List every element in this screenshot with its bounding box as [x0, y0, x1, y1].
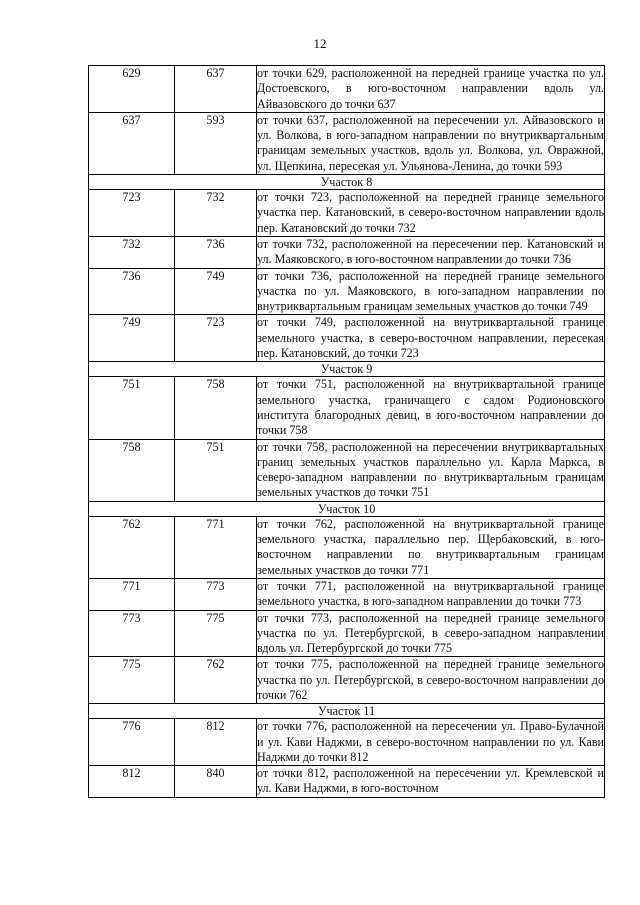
from-point-cell: 732 — [89, 236, 175, 268]
description-cell: от точки 771, расположенной на внутриквартальной границе земельного участка, в юго-западном направлении до точки 773 — [257, 578, 604, 609]
to-point-cell: 758 — [175, 377, 257, 439]
table-row — [89, 268, 605, 315]
from-point-cell: 629 — [89, 66, 175, 113]
description-cell: от точки 762, расположенной на внутриквартальной границе земельного участка, параллельно пер. Щербаковский, в юго-восточном направлении по внутриквартальным границам земельных участков до точки 771 — [257, 516, 604, 577]
to-point-cell: 637 — [175, 66, 257, 113]
section-title: Участок 10 — [89, 501, 605, 516]
to-point-cell: 840 — [175, 766, 257, 798]
description-cell: от точки 775, расположенной на передней границе земельного участка по ул. Петербургской, в северо-восточном направлении до точки 762 — [257, 657, 604, 702]
table-row — [89, 657, 605, 704]
table-row — [89, 377, 605, 439]
boundary-points-table — [88, 65, 605, 798]
to-point-cell: 773 — [175, 578, 257, 610]
to-point-cell: 775 — [175, 610, 257, 657]
section-header-row — [89, 362, 605, 377]
from-point-cell: 771 — [89, 578, 175, 610]
from-point-cell: 637 — [89, 112, 175, 174]
to-point-cell: 812 — [175, 719, 257, 766]
section-header-row — [89, 704, 605, 719]
section-header-row — [89, 175, 605, 190]
table-row — [89, 112, 605, 174]
from-point-cell: 762 — [89, 516, 175, 578]
table-row — [89, 190, 605, 237]
to-point-cell: 771 — [175, 516, 257, 578]
description-cell: от точки 732, расположенной на пересечении пер. Катановский и ул. Маяковского, в юго-восточном направлении до точки 736 — [257, 236, 604, 267]
description-cell: от точки 723, расположенной на передней границе земельного участка пер. Катановский, в северо-восточном направлении вдоль пер. Катановский до точки 732 — [257, 190, 604, 235]
table-row — [89, 315, 605, 362]
description-cell: от точки 758, расположенной на пересечении внутриквартальных границ земельных участков параллельно ул. Карла Маркса, в северо-западном направлении по внутриквартальным границам земельных участков до точки 751 — [257, 439, 604, 500]
to-point-cell: 736 — [175, 236, 257, 268]
section-title: Участок 8 — [89, 175, 605, 190]
to-point-cell: 751 — [175, 439, 257, 501]
table-row — [89, 766, 605, 798]
table-row — [89, 439, 605, 501]
to-point-cell: 732 — [175, 190, 257, 237]
from-point-cell: 723 — [89, 190, 175, 237]
to-point-cell: 723 — [175, 315, 257, 362]
table-row — [89, 719, 605, 766]
description-cell: от точки 749, расположенной на внутриквартальной границе земельного участка, в северо-восточном направлении, пересекая пер. Катановский, до точки 723 — [257, 315, 604, 361]
table-row — [89, 610, 605, 657]
table-row — [89, 578, 605, 610]
from-point-cell: 749 — [89, 315, 175, 362]
section-title: Участок 9 — [89, 362, 605, 377]
from-point-cell: 773 — [89, 610, 175, 657]
section-header-row — [89, 501, 605, 516]
table-row — [89, 516, 605, 578]
description-cell: от точки 773, расположенной на передней границе земельного участка по ул. Петербургской, в северо-западном направлении вдоль ул. Петербургской до точки 775 — [257, 610, 604, 656]
to-point-cell: 762 — [175, 657, 257, 704]
description-cell: от точки 812, расположенной на пересечении ул. Кремлевской и ул. Кави Наджми, в юго-восточном — [257, 766, 604, 796]
description-cell: от точки 637, расположенной на пересечении ул. Айвазовского и ул. Волкова, в юго-западном направлении по внутриквартальным границам земельных участков, вдоль ул. Волкова, ул. Овражной, ул. Щепкина, пересекая ул. Ульянова-Ленина, до точки 593 — [257, 112, 604, 173]
table-body — [89, 66, 605, 798]
description-cell: от точки 776, расположенной на пересечении ул. Право-Булачной и ул. Кави Наджми, в северо-восточном направлении по ул. Кави Наджми до точки 812 — [257, 719, 604, 764]
from-point-cell: 812 — [89, 766, 175, 798]
page-number: 12 — [313, 36, 327, 51]
from-point-cell: 736 — [89, 268, 175, 315]
description-cell: от точки 629, расположенной на передней границе участка по ул. Достоевского, в юго-восточном направлении вдоль ул. Айвазовского до точки 637 — [257, 66, 604, 111]
section-title: Участок 11 — [89, 704, 605, 719]
to-point-cell: 593 — [175, 112, 257, 174]
description-cell: от точки 736, расположенной на передней границе земельного участка по ул. Маяковского, в юго-западном направлении по внутриквартальным границам земельных участков до точки 749 — [257, 268, 604, 314]
from-point-cell: 776 — [89, 719, 175, 766]
from-point-cell: 775 — [89, 657, 175, 704]
table-row — [89, 236, 605, 268]
table-row — [89, 66, 605, 113]
from-point-cell: 758 — [89, 439, 175, 501]
to-point-cell: 749 — [175, 268, 257, 315]
from-point-cell: 751 — [89, 377, 175, 439]
description-cell: от точки 751, расположенной на внутриквартальной границе земельного участка, граничащего с садом Родионовского института благородных девиц, в юго-восточном направлении до точки 758 — [257, 377, 604, 438]
